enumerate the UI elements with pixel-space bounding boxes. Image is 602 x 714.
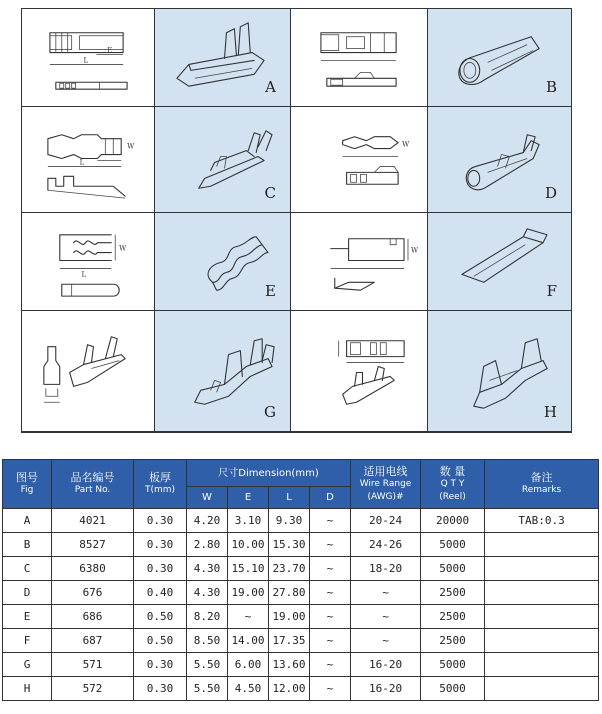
cell-d: ~ [310,629,351,653]
cell-thickness: 0.30 [134,653,187,677]
cell-qty: 5000 [421,533,485,557]
cell-wire: ~ [351,605,421,629]
table-row [3,581,599,605]
cell-remarks [485,677,599,701]
cell-thickness: 0.50 [134,605,187,629]
cell-w: 5.50 [187,677,228,701]
table-row [3,653,599,677]
cell-d: ~ [310,581,351,605]
cell-e: ~ [228,605,269,629]
table-row [3,509,599,533]
header-e: E [228,487,269,509]
dim-l-label: L [83,56,89,65]
cell-qty: 5000 [421,557,485,581]
dim-l-label: L [81,270,87,279]
cell-wire: 16-20 [351,677,421,701]
cell-fig: B [3,533,52,557]
drawing-d [291,107,428,213]
drawing-h [291,311,428,432]
cell-remarks [485,629,599,653]
cell-remarks [485,557,599,581]
cell-e: 15.10 [228,557,269,581]
figure-f [428,213,572,311]
figure-e [155,213,291,311]
cell-thickness: 0.30 [134,557,187,581]
drawing-c [22,107,155,213]
cell-remarks [485,605,599,629]
cell-wire: ~ [351,629,421,653]
figure-letter: B [545,78,557,96]
cell-d: ~ [310,509,351,533]
cell-remarks: TAB:0.3 [485,509,599,533]
figure-letter: F [546,282,557,300]
figure-letter: G [264,403,276,421]
cell-part: 8527 [52,533,134,557]
cell-l: 17.35 [269,629,310,653]
cell-w: 4.30 [187,581,228,605]
cell-wire: 20-24 [351,509,421,533]
table-row [3,605,599,629]
cell-d: ~ [310,557,351,581]
dim-w-label: W [119,244,127,253]
cell-d: ~ [310,653,351,677]
table-row [3,557,599,581]
cell-e: 3.10 [228,509,269,533]
dim-e-label: E [107,46,113,55]
cell-part: 572 [52,677,134,701]
figure-letter: D [544,184,557,202]
cell-d: ~ [310,677,351,701]
figure-b [428,9,572,107]
cell-w: 5.50 [187,653,228,677]
cell-fig: C [3,557,52,581]
cell-thickness: 0.40 [134,581,187,605]
cell-w: 8.20 [187,605,228,629]
cell-l: 13.60 [269,653,310,677]
cell-part: 676 [52,581,134,605]
figure-grid [21,8,572,433]
dim-w-label: W [127,142,135,151]
cell-wire: 16-20 [351,653,421,677]
cell-thickness: 0.30 [134,509,187,533]
cell-part: 6380 [52,557,134,581]
cell-l: 27.80 [269,581,310,605]
figure-a [155,9,291,107]
cell-wire: 24-26 [351,533,421,557]
cell-remarks [485,653,599,677]
cell-qty: 5000 [421,653,485,677]
cell-qty: 2500 [421,581,485,605]
cell-qty: 20000 [421,509,485,533]
header-dimension: 尺寸Dimension(mm) [187,460,351,487]
figure-h [428,311,572,432]
cell-l: 19.00 [269,605,310,629]
cell-l: 9.30 [269,509,310,533]
cell-fig: H [3,677,52,701]
cell-part: 4021 [52,509,134,533]
cell-l: 12.00 [269,677,310,701]
cell-remarks [485,533,599,557]
cell-d: ~ [310,605,351,629]
figure-c [155,107,291,213]
figure-g [155,311,291,432]
figure-letter: H [543,403,557,421]
cell-l: 23.70 [269,557,310,581]
cell-e: 19.00 [228,581,269,605]
dim-w-label: W [410,246,419,255]
header-thickness: 板厚 T(mm) [134,460,187,509]
cell-fig: E [3,605,52,629]
header-w: W [187,487,228,509]
cell-wire: 18-20 [351,557,421,581]
cell-fig: G [3,653,52,677]
figure-d [428,107,572,213]
drawing-e [22,213,155,311]
dim-l-label: L [79,158,85,167]
figure-letter: E [265,282,276,300]
drawing-b [291,9,428,107]
header-remarks: 备注 Remarks [485,460,599,509]
figure-letter: C [264,184,276,202]
header-part-no: 品名编号 Part No. [52,460,134,509]
cell-part: 571 [52,653,134,677]
header-d: D [310,487,351,509]
cell-thickness: 0.50 [134,629,187,653]
cell-fig: D [3,581,52,605]
cell-w: 8.50 [187,629,228,653]
cell-e: 10.00 [228,533,269,557]
drawing-f [291,213,428,311]
drawing-g [22,311,155,432]
header-wire-range: 适用电线 Wire Range (AWG)# [351,460,421,509]
cell-qty: 2500 [421,629,485,653]
dim-w-label: W [402,140,410,149]
cell-e: 14.00 [228,629,269,653]
cell-remarks [485,581,599,605]
cell-thickness: 0.30 [134,533,187,557]
spec-table [2,459,599,701]
cell-e: 4.50 [228,677,269,701]
drawing-a [22,9,155,107]
cell-fig: A [3,509,52,533]
cell-e: 6.00 [228,653,269,677]
table-row [3,677,599,701]
cell-fig: F [3,629,52,653]
table-row [3,533,599,557]
header-qty: 数 量 Q T Y (Reel) [421,460,485,509]
cell-wire: ~ [351,581,421,605]
header-fig: 图号 Fig [3,460,52,509]
cell-w: 4.30 [187,557,228,581]
cell-qty: 5000 [421,677,485,701]
cell-part: 686 [52,605,134,629]
cell-qty: 2500 [421,605,485,629]
cell-w: 4.20 [187,509,228,533]
cell-part: 687 [52,629,134,653]
cell-l: 15.30 [269,533,310,557]
figure-letter: A [265,78,276,96]
table-row [3,629,599,653]
cell-thickness: 0.30 [134,677,187,701]
header-l: L [269,487,310,509]
cell-d: ~ [310,533,351,557]
cell-w: 2.80 [187,533,228,557]
